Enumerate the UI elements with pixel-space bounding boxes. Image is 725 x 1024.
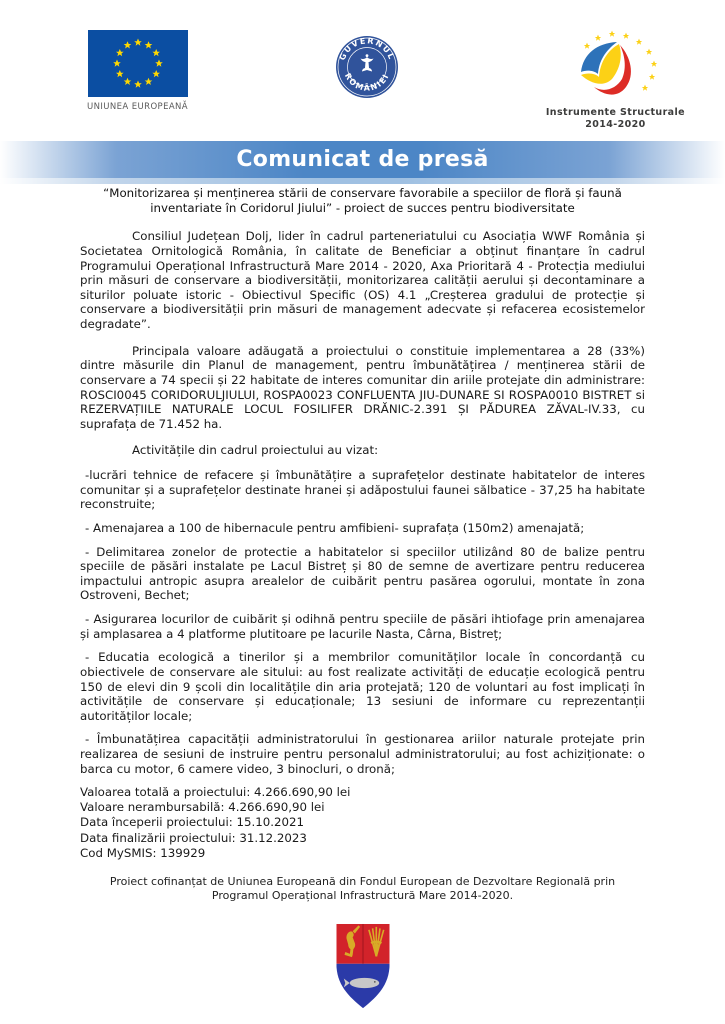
paragraph: Consiliul Județean Dolj, lider în cadrul parteneriatului cu Asociația WWF România și Societatea Ornitologică România, în calitate de Beneficiar a obținut finanțare în cadrul Programului Operațional Infrastructură Mare 2014 - 2020, Axa Prioritară 4 - Protecția mediului prin măsuri de conservare a biodiversității, monitorizarea calității aerului și decontaminare a siturilor poluate istoric - Obiectivul Specific (OS) 4.1 „Creșterea gradului de protecție și conservare a biodiversității prin măsuri de management adecvate și refacerea ecosistemelor degradate”. bbox=[80, 229, 645, 331]
title-banner bbox=[0, 141, 725, 184]
activity-item: - Delimitarea zonelor de protectie a habitatelor si speciilor utilizând 80 de balize pentru speciile de păsări instalate pe Lacul Bistreț și 80 de semne de avertizare pentru reducerea impactului antropic asupra arealelor de cuibărit pentru pasărea ogorului, montate în zona Ostroveni, Bechet; bbox=[80, 544, 645, 603]
is-logo-caption-line2: 2014-2020 bbox=[585, 118, 646, 130]
page-title: Comunicat de presă bbox=[236, 147, 489, 172]
swoosh-icon bbox=[581, 42, 631, 95]
activity-item: - Amenajarea a 100 de hibernacule pentru amfibieni- suprafața (150m2) amenajată; bbox=[85, 520, 585, 535]
seal-top-text: GUVERNUL bbox=[337, 36, 397, 62]
activity-item: - Îmbunatățirea capacității administratorului în gestionarea ariilor naturale protejate prin realizarea de sesiuni de instruire pentru personalul administratorului; au fost achiziționate: o barca cu motor, 6 camere video, 3 binocluri, o dronă; bbox=[80, 732, 645, 776]
activity-item: - Asigurarea locurilor de cuibărit și odihnă pentru speciile de păsări ihtiofage prin amenajarea și amplasarea a 4 platforme plutitoare pe lacurile Nasta, Cârna, Bistreț; bbox=[80, 612, 645, 641]
activity-item: -lucrări tehnice de refacere și îmbunătățire a suprafețelor destinate habitatelor de interes comunitar și a suprafețelor destinate hranei și adăpostului faunei sălbatice - 37,25 ha habitate reconstruite; bbox=[80, 468, 645, 512]
government-seal-icon bbox=[335, 35, 399, 99]
detail-end-date: Data finalizării proiectului: 31.12.2023 bbox=[80, 830, 307, 845]
project-subtitle: “Monitorizarea și menținerea stării de conservare favorabile a speciilor de floră și faună inventariate în Coridorul Jiului” - proiect de succes pentru biodiversitate bbox=[103, 186, 622, 215]
project-details bbox=[80, 785, 645, 860]
seal-bottom-text: ROMÂNIEI bbox=[342, 71, 391, 93]
structural-instruments-icon bbox=[563, 30, 667, 102]
detail-grant-value: Valoare nerambursabilă: 4.266.690,90 lei bbox=[80, 800, 325, 815]
detail-mysmis-code: Cod MySMIS: 139929 bbox=[80, 845, 206, 860]
detail-start-date: Data începerii proiectului: 15.10.2021 bbox=[80, 815, 305, 830]
eu-stars-icon bbox=[88, 30, 188, 97]
structural-instruments-logo bbox=[546, 30, 685, 131]
eu-logo-caption: UNIUNEA EUROPEANĂ bbox=[87, 102, 189, 112]
eu-flag-logo bbox=[87, 30, 188, 112]
detail-total-value: Valoarea totală a proiectului: 4.266.690,90 lei bbox=[80, 785, 351, 800]
header-logo-row bbox=[0, 30, 725, 131]
activities-intro: Activitățile din cadrul proiectului au vizat: bbox=[132, 443, 379, 458]
coat-of-arms-container bbox=[0, 918, 725, 1014]
government-seal-logo bbox=[335, 35, 399, 99]
document-body bbox=[80, 186, 645, 903]
activity-item: - Educatia ecologică a tinerilor și a membrilor comunităților locale în concordanță cu obiectivele de conservare ale sitului: au fost realizate activități de educație ecologică pentru 150 de elevi din 9 școli din localitățile din aria protejată; 120 de voluntari au fost implicați în activitățile de conservare și educaționale; 13 sesiuni de informare cu reprezentanții autorităților locale; bbox=[80, 650, 645, 723]
cofinancing-note: Proiect cofinanțat de Uniunea Europeană din Fondul European de Dezvoltare Regională prin Programul Operațional Infrastructură Mare 2014-2020. bbox=[109, 874, 616, 903]
is-logo-caption-line1: Instrumente Structurale bbox=[545, 107, 685, 118]
paragraph: Principala valoare adăugată a proiectului o constituie implementarea a 28 (33%) dintre măsurile din Planul de management, pentru îmbunătățirea / menținerea stării de conservare a 74 specii și 22 habitate de interes comunitar din ariile protejate din administrare: ROSCI0045 CORIDORULJIULUI, ROSPA0023 CONFLUENTA JIU-DUNARE SI ROSPA0010 BISTRET si REZERVAȚIILE NATURALE LOCUL FOSILIFER DRĂNIC-2.391 ȘI PĂDUREA ZĂVAL-IV.33, cu suprafața de 71.452 ha. bbox=[80, 343, 645, 431]
banner-stripe bbox=[0, 178, 725, 184]
dolj-coat-of-arms-icon bbox=[326, 918, 400, 1014]
